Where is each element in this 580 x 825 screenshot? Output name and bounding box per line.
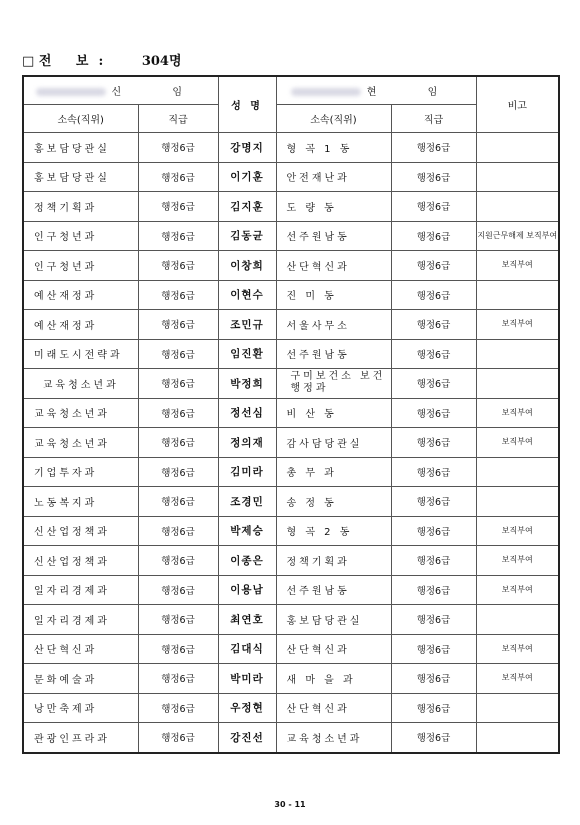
table-row <box>23 516 559 546</box>
section-heading <box>22 50 182 69</box>
current-grade-cell: 행정6급 <box>391 369 476 399</box>
table-row <box>23 221 559 251</box>
subheader-new-grade: 직급 <box>138 105 218 133</box>
current-dept-cell: 선주원남동 <box>276 221 391 251</box>
name-cell: 박정희 <box>218 369 276 399</box>
table-row <box>23 457 559 487</box>
new-grade-cell: 행정6급 <box>138 546 218 576</box>
note-cell: 보직부여 <box>476 516 559 546</box>
current-dept-cell: 정책기획과 <box>276 546 391 576</box>
name-cell: 조경민 <box>218 487 276 517</box>
new-grade-cell: 행정6급 <box>138 162 218 192</box>
name-cell: 김동균 <box>218 221 276 251</box>
new-dept-cell: 미래도시전략과 <box>23 339 138 369</box>
name-cell: 정선심 <box>218 398 276 428</box>
new-grade-cell: 행정6급 <box>138 723 218 753</box>
new-dept-cell: 일자리경제과 <box>23 605 138 635</box>
table-row <box>23 428 559 458</box>
current-grade-cell: 행정6급 <box>391 221 476 251</box>
header-note: 비고 <box>476 76 559 133</box>
note-cell <box>476 693 559 723</box>
table-row <box>23 369 559 399</box>
new-dept-cell: 교육청소년과 <box>23 428 138 458</box>
note-cell <box>476 280 559 310</box>
current-grade-cell: 행정6급 <box>391 428 476 458</box>
table-row <box>23 192 559 222</box>
current-dept-cell: 비 산 동 <box>276 398 391 428</box>
name-cell: 김지훈 <box>218 192 276 222</box>
current-dept-cell: 안전재난과 <box>276 162 391 192</box>
new-dept-cell: 기업투자과 <box>23 457 138 487</box>
header-new-label: 신 임 <box>111 87 206 98</box>
note-cell: 지원근무해제 보직부여 <box>476 221 559 251</box>
current-grade-cell: 행정6급 <box>391 280 476 310</box>
name-cell: 박제승 <box>218 516 276 546</box>
name-cell: 우정현 <box>218 693 276 723</box>
new-dept-cell: 홍보담당관실 <box>23 133 138 163</box>
current-grade-cell: 행정6급 <box>391 133 476 163</box>
new-dept-cell: 신산업정책과 <box>23 546 138 576</box>
name-cell: 박미라 <box>218 664 276 694</box>
name-cell: 조민규 <box>218 310 276 340</box>
redaction-blur <box>291 88 361 96</box>
header-new-group <box>23 76 218 105</box>
note-cell: 보직부여 <box>476 575 559 605</box>
subheader-current-dept: 소속(직위) <box>276 105 391 133</box>
current-grade-cell: 행정6급 <box>391 575 476 605</box>
new-dept-cell: 산단혁신과 <box>23 634 138 664</box>
current-dept-cell: 산단혁신과 <box>276 693 391 723</box>
note-cell: 보직부여 <box>476 428 559 458</box>
note-cell: 보직부여 <box>476 634 559 664</box>
new-dept-cell: 인구청년과 <box>23 221 138 251</box>
note-cell <box>476 457 559 487</box>
table-row <box>23 398 559 428</box>
subheader-new-dept: 소속(직위) <box>23 105 138 133</box>
new-grade-cell: 행정6급 <box>138 339 218 369</box>
current-dept-cell: 교육청소년과 <box>276 723 391 753</box>
new-dept-cell: 예산재정과 <box>23 280 138 310</box>
current-grade-cell: 행정6급 <box>391 664 476 694</box>
page-number: 30 - 11 <box>274 800 306 809</box>
current-grade-cell: 행정6급 <box>391 487 476 517</box>
new-dept-cell: 신산업정책과 <box>23 516 138 546</box>
note-cell: 보직부여 <box>476 310 559 340</box>
current-dept-cell: 서울사무소 <box>276 310 391 340</box>
table-row <box>23 693 559 723</box>
table-row <box>23 634 559 664</box>
current-dept-cell: 선주원남동 <box>276 575 391 605</box>
note-cell <box>476 487 559 517</box>
current-dept-cell: 구미보건소 보건행정과 <box>276 369 391 399</box>
table-row <box>23 339 559 369</box>
current-dept-cell: 도 량 동 <box>276 192 391 222</box>
new-grade-cell: 행정6급 <box>138 634 218 664</box>
new-grade-cell: 행정6급 <box>138 251 218 281</box>
current-grade-cell: 행정6급 <box>391 162 476 192</box>
current-grade-cell: 행정6급 <box>391 251 476 281</box>
note-cell: 보직부여 <box>476 664 559 694</box>
name-cell: 최연호 <box>218 605 276 635</box>
new-grade-cell: 행정6급 <box>138 457 218 487</box>
new-grade-cell: 행정6급 <box>138 398 218 428</box>
name-cell: 정의재 <box>218 428 276 458</box>
current-grade-cell: 행정6급 <box>391 398 476 428</box>
table-row <box>23 251 559 281</box>
table-row <box>23 487 559 517</box>
name-cell: 이종은 <box>218 546 276 576</box>
new-dept-cell: 예산재정과 <box>23 310 138 340</box>
current-dept-cell: 산단혁신과 <box>276 634 391 664</box>
table-row <box>23 280 559 310</box>
note-cell <box>476 192 559 222</box>
note-cell <box>476 723 559 753</box>
note-cell: 보직부여 <box>476 546 559 576</box>
new-dept-cell: 인구청년과 <box>23 251 138 281</box>
note-cell <box>476 162 559 192</box>
transfer-table <box>22 75 560 754</box>
new-grade-cell: 행정6급 <box>138 280 218 310</box>
name-cell: 이용남 <box>218 575 276 605</box>
current-dept-cell: 송 정 동 <box>276 487 391 517</box>
current-dept-cell: 홍보담당관실 <box>276 605 391 635</box>
new-grade-cell: 행정6급 <box>138 428 218 458</box>
new-dept-cell: 노동복지과 <box>23 487 138 517</box>
table-row <box>23 162 559 192</box>
table-body <box>23 133 559 753</box>
name-cell: 이기훈 <box>218 162 276 192</box>
heading-count: 304명 <box>141 54 182 69</box>
header-name: 성 명 <box>218 76 276 133</box>
current-dept-cell: 새 마 을 과 <box>276 664 391 694</box>
redaction-blur <box>36 88 106 96</box>
new-grade-cell: 행정6급 <box>138 221 218 251</box>
current-grade-cell: 행정6급 <box>391 605 476 635</box>
current-grade-cell: 행정6급 <box>391 192 476 222</box>
new-dept-cell: 일자리경제과 <box>23 575 138 605</box>
new-grade-cell: 행정6급 <box>138 192 218 222</box>
table-row <box>23 310 559 340</box>
current-dept-cell: 총 무 과 <box>276 457 391 487</box>
current-dept-cell: 선주원남동 <box>276 339 391 369</box>
table-row <box>23 605 559 635</box>
current-dept-cell: 형 곡 1 동 <box>276 133 391 163</box>
header-current-group <box>276 76 476 105</box>
current-grade-cell: 행정6급 <box>391 693 476 723</box>
current-grade-cell: 행정6급 <box>391 457 476 487</box>
table-row <box>23 546 559 576</box>
new-grade-cell: 행정6급 <box>138 664 218 694</box>
new-dept-cell: 낭만축제과 <box>23 693 138 723</box>
new-dept-cell: 정책기획과 <box>23 192 138 222</box>
new-dept-cell: 홍보담당관실 <box>23 162 138 192</box>
current-grade-cell: 행정6급 <box>391 339 476 369</box>
checkbox-square-icon: □ <box>22 54 35 69</box>
note-cell <box>476 369 559 399</box>
table-row <box>23 575 559 605</box>
new-grade-cell: 행정6급 <box>138 693 218 723</box>
name-cell: 강명지 <box>218 133 276 163</box>
new-dept-cell: 교육청소년과 <box>23 369 138 399</box>
heading-label: 전 보: <box>38 54 114 69</box>
note-cell <box>476 339 559 369</box>
current-grade-cell: 행정6급 <box>391 516 476 546</box>
name-cell: 김미라 <box>218 457 276 487</box>
note-cell <box>476 133 559 163</box>
new-dept-cell: 교육청소년과 <box>23 398 138 428</box>
current-dept-cell: 진 미 동 <box>276 280 391 310</box>
name-cell: 임진환 <box>218 339 276 369</box>
new-grade-cell: 행정6급 <box>138 516 218 546</box>
new-grade-cell: 행정6급 <box>138 369 218 399</box>
current-grade-cell: 행정6급 <box>391 310 476 340</box>
new-grade-cell: 행정6급 <box>138 575 218 605</box>
new-grade-cell: 행정6급 <box>138 310 218 340</box>
name-cell: 이현수 <box>218 280 276 310</box>
name-cell: 강진선 <box>218 723 276 753</box>
current-grade-cell: 행정6급 <box>391 634 476 664</box>
note-cell: 보직부여 <box>476 398 559 428</box>
current-dept-cell: 감사담당관실 <box>276 428 391 458</box>
current-grade-cell: 행정6급 <box>391 546 476 576</box>
note-cell: 보직부여 <box>476 251 559 281</box>
new-dept-cell: 문화예술과 <box>23 664 138 694</box>
current-dept-cell: 형 곡 2 동 <box>276 516 391 546</box>
new-grade-cell: 행정6급 <box>138 487 218 517</box>
name-cell: 김대식 <box>218 634 276 664</box>
new-dept-cell: 관광인프라과 <box>23 723 138 753</box>
new-grade-cell: 행정6급 <box>138 133 218 163</box>
header-current-label: 현 임 <box>366 87 462 98</box>
subheader-current-grade: 직급 <box>391 105 476 133</box>
name-cell: 이창희 <box>218 251 276 281</box>
table-row <box>23 723 559 753</box>
current-grade-cell: 행정6급 <box>391 723 476 753</box>
table-row <box>23 664 559 694</box>
table-row <box>23 133 559 163</box>
current-dept-cell: 산단혁신과 <box>276 251 391 281</box>
note-cell <box>476 605 559 635</box>
new-grade-cell: 행정6급 <box>138 605 218 635</box>
